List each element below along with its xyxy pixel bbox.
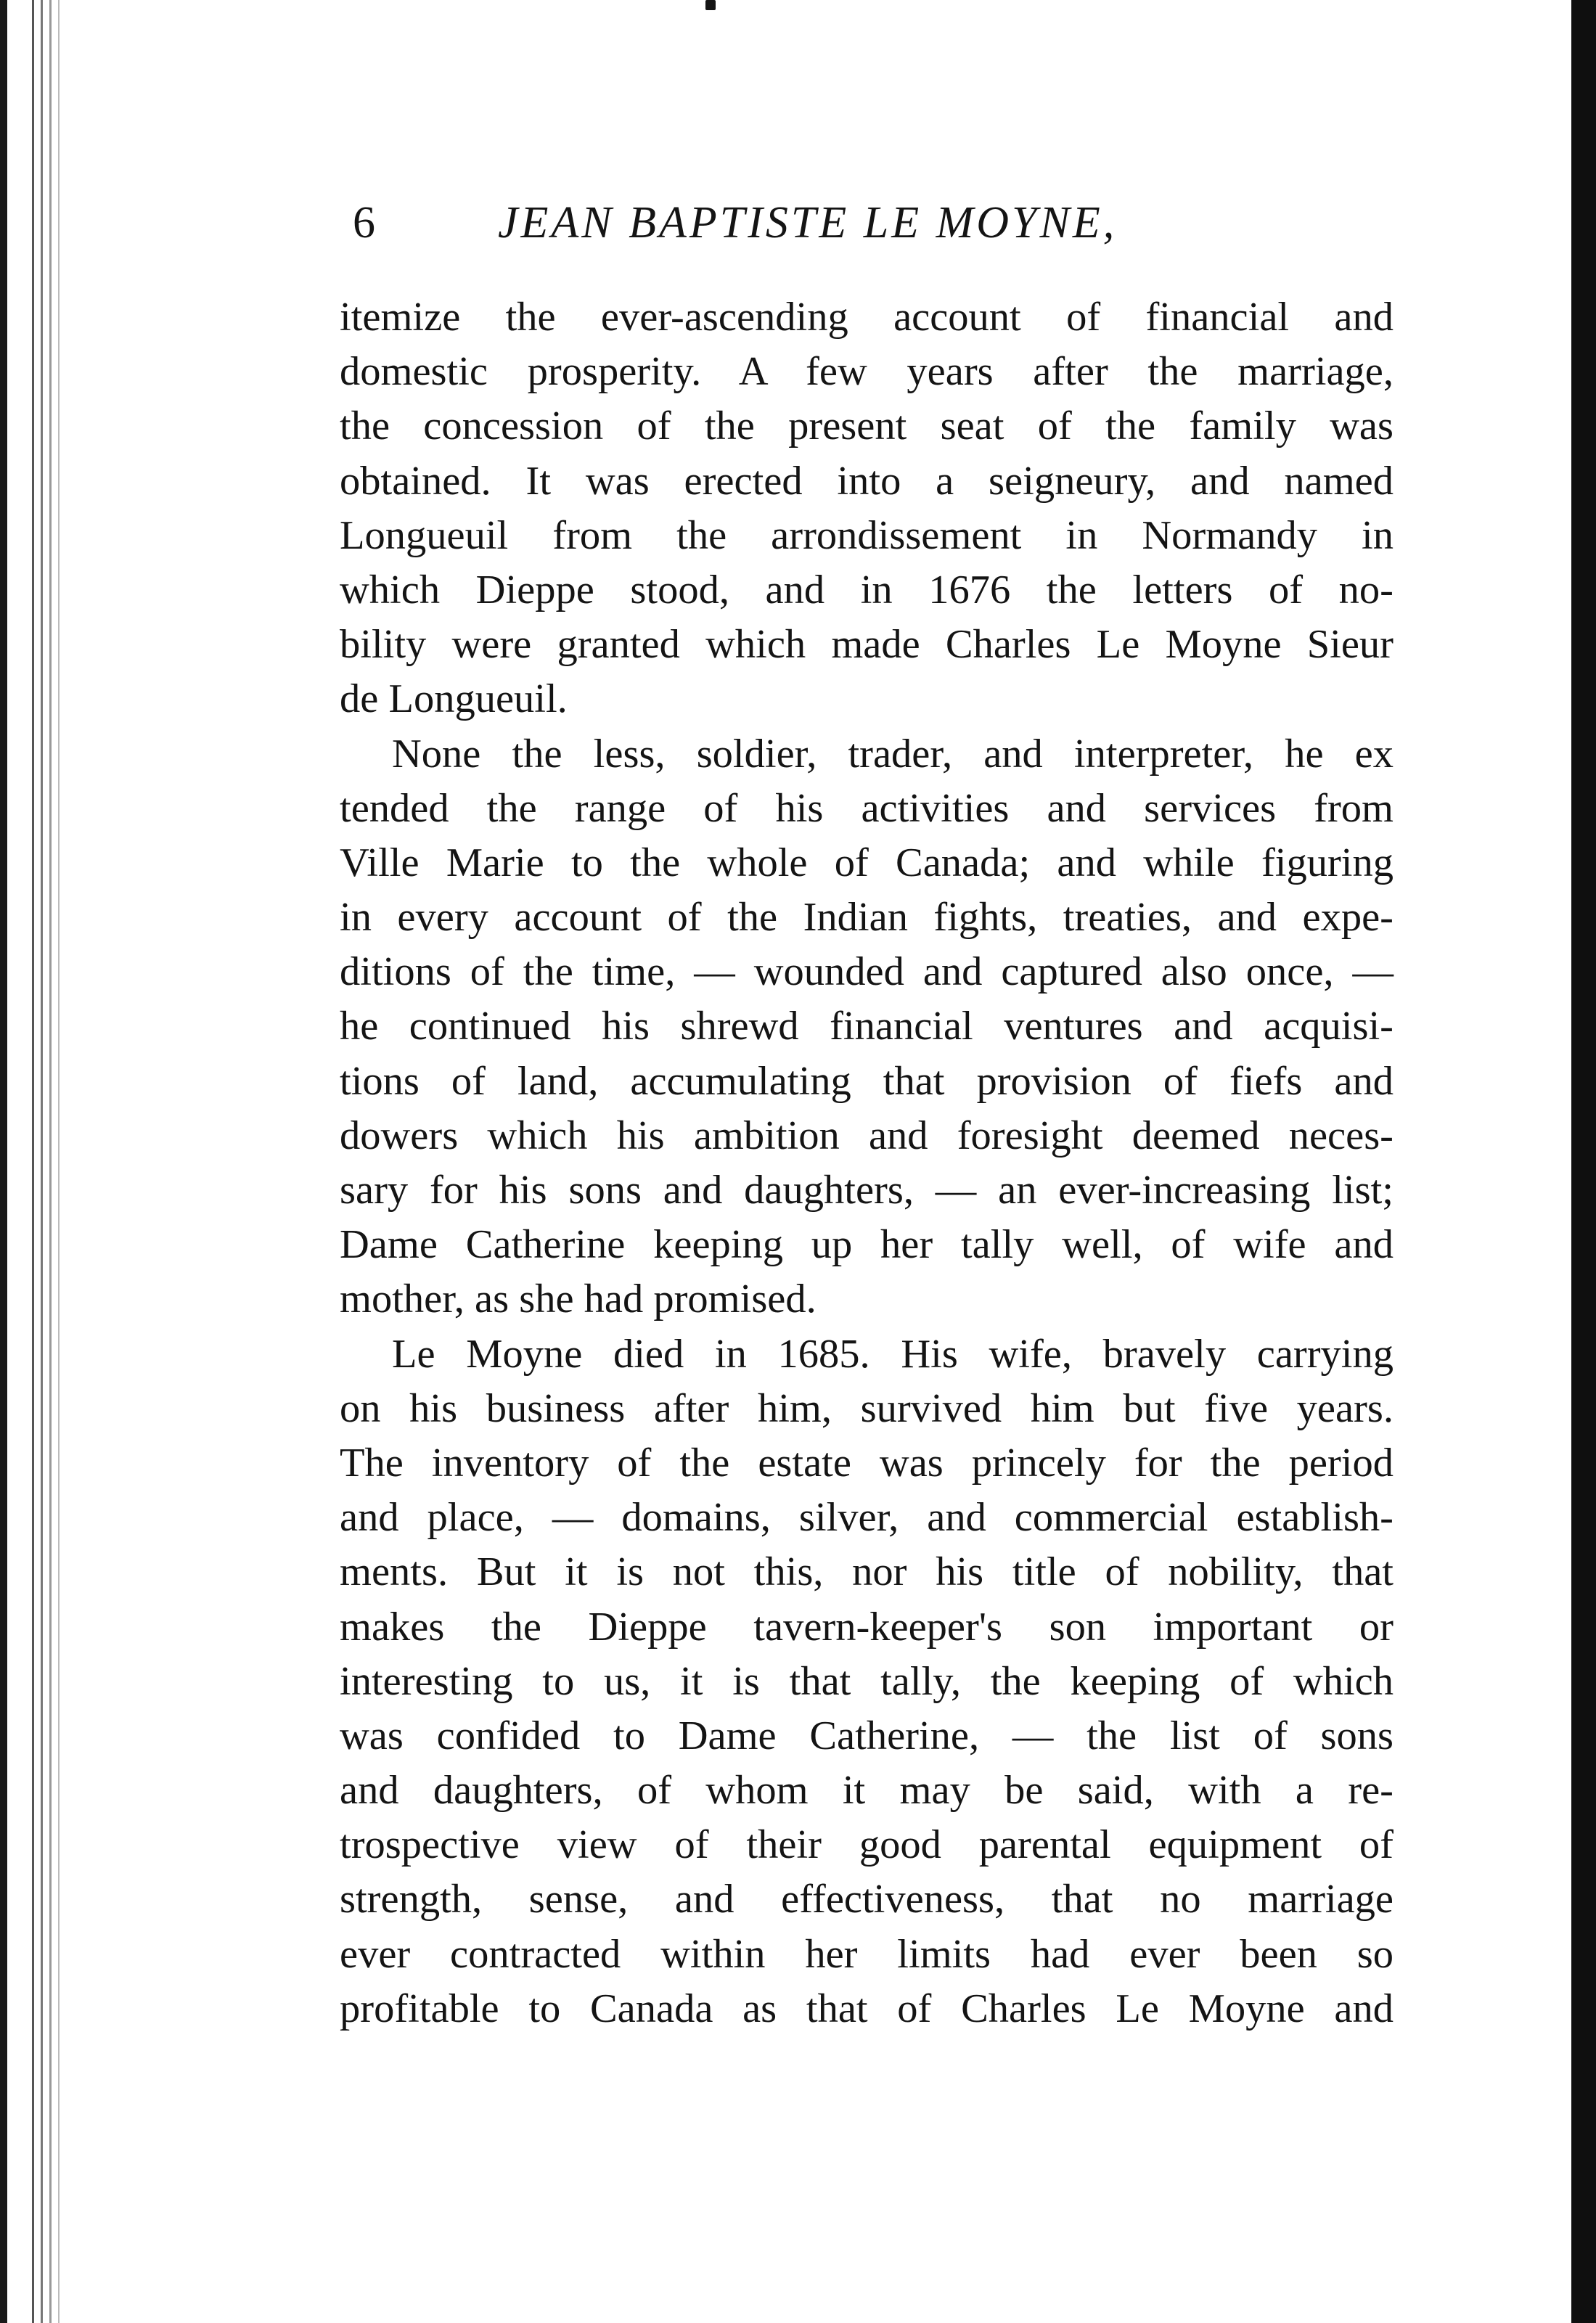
text-line: Dame Catherine keeping up her tally well, of wife and <box>340 1222 1394 1268</box>
text-line: None the less, soldier, trader, and interpreter, he ex <box>392 731 1394 777</box>
text-line: the concession of the present seat of the family was <box>340 403 1394 449</box>
page-edge-line <box>58 0 60 2323</box>
text-line: ditions of the time, — wounded and captured also once, — <box>340 949 1394 995</box>
text-line: bility were granted which made Charles Le Moyne Sieur <box>340 622 1394 668</box>
text-line: on his business after him, survived him but five years. <box>340 1385 1394 1431</box>
text-line: obtained. It was erected into a seigneury, and named <box>340 458 1394 504</box>
text-line: and daughters, of whom it may be said, with a re- <box>340 1768 1394 1814</box>
text-line: Ville Marie to the whole of Canada; and while figuring <box>340 840 1394 885</box>
text-line: The inventory of the estate was princely for the period <box>340 1440 1394 1486</box>
text-line: tions of land, accumulating that provision of fiefs and <box>340 1058 1394 1104</box>
text-line: and place, — domains, silver, and commercial establish- <box>340 1495 1394 1541</box>
text-line: dowers which his ambition and foresight deemed neces- <box>340 1113 1394 1158</box>
text-line: was confided to Dame Catherine, — the list of sons <box>340 1713 1394 1758</box>
text-line: sary for his sons and daughters, — an ever-increasing list; <box>340 1168 1394 1213</box>
text-line: trospective view of their good parental equipment of <box>340 1822 1394 1868</box>
paragraph <box>340 290 1394 727</box>
page-edge-line <box>41 0 43 2323</box>
page-edge-right <box>1571 0 1596 2323</box>
page-edge-line <box>32 0 34 2323</box>
text-line: makes the Dieppe tavern-keeper's son important or <box>340 1604 1394 1650</box>
running-title: JEAN BAPTISTE LE MOYNE, <box>498 198 1118 247</box>
page-edge-line <box>49 0 52 2323</box>
text-line: Le Moyne died in 1685. His wife, bravely carrying <box>392 1331 1394 1377</box>
text-line: strength, sense, and effectiveness, that no marriage <box>340 1877 1394 1922</box>
text-line: profitable to Canada as that of Charles Le Moyne and <box>340 1986 1394 2031</box>
running-header <box>345 190 1405 255</box>
text-line: in every account of the Indian fights, treaties, and expe- <box>340 895 1394 941</box>
text-line: ever contracted within her limits had ever been so <box>340 1931 1394 1977</box>
page-number: 6 <box>353 198 375 247</box>
text-line: tended the range of his activities and services from <box>340 785 1394 831</box>
scan-mark <box>705 0 716 10</box>
text-line: ments. But it is not this, nor his title of nobility, that <box>340 1549 1394 1595</box>
text-line: which Dieppe stood, and in 1676 the letters of no- <box>340 567 1394 612</box>
text-line: itemize the ever-ascending account of financial and <box>340 295 1394 340</box>
paragraph <box>340 1327 1394 2036</box>
text-line: Longueuil from the arrondissement in Normandy in <box>340 512 1394 558</box>
text-line: domestic prosperity. A few years after the marriage, <box>340 349 1394 395</box>
page-edge-left <box>0 0 7 2323</box>
body-text <box>340 290 1394 2036</box>
text-line: de Longueuil. <box>340 676 568 722</box>
text-line: he continued his shrewd financial ventures and acquisi- <box>340 1004 1394 1049</box>
text-line: mother, as she had promised. <box>340 1277 817 1322</box>
paragraph <box>340 727 1394 1327</box>
text-line: interesting to us, it is that tally, the keeping of which <box>340 1658 1394 1704</box>
